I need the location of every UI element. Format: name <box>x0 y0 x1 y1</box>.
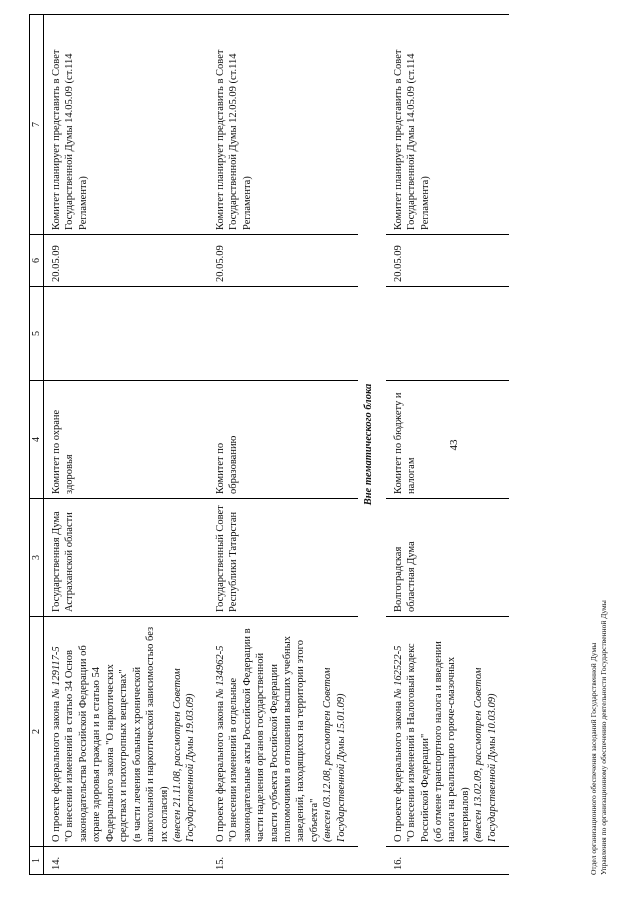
deadline-date: 20.05.09 <box>208 235 358 287</box>
column-number-row <box>30 15 44 875</box>
initiator: Государственная Дума Астраханской области <box>44 499 208 617</box>
bill-number: № 129117-5 <box>51 646 62 699</box>
column-number: 2 <box>30 617 44 847</box>
table-row <box>208 15 358 875</box>
section-heading: Вне тематического блока <box>358 15 385 875</box>
column-number: 4 <box>30 381 44 499</box>
bill-title: "О внесении изменений в Налоговый кодекс Российской Федерации" <box>406 643 431 842</box>
column-number: 1 <box>30 847 44 875</box>
column-5-cell <box>44 287 208 381</box>
item-number: 16. <box>386 847 510 875</box>
bill-lead: О проекте федерального закона <box>392 698 404 842</box>
bills-table <box>29 14 509 875</box>
page-footer <box>589 15 609 875</box>
bill-subject: (об отмене транспортного налога и введении налога на реализацию горюче-смазочных материалов) <box>432 641 471 842</box>
bill-description <box>44 617 208 847</box>
footer-line: Управления по организационному обеспечению деятельности Государственной Думы <box>598 600 608 875</box>
deadline-date: 20.05.09 <box>386 235 510 287</box>
bill-subject: (в части лечения больных хронической алкогольной и наркотической зависимостью без их согласия) <box>131 626 170 842</box>
initiator: Государственный Совет Республики Татарстан <box>208 499 358 617</box>
committee: Комитет по охране здоровья <box>44 381 208 499</box>
deadline-date: 20.05.09 <box>44 235 208 287</box>
column-5-cell <box>386 287 510 381</box>
initiator: Волгоградская областная Дума <box>386 499 510 617</box>
table-row <box>44 15 208 875</box>
bill-history: (внесен 13.02.09, рассмотрен Советом Государственной Думы 10.03.09) <box>473 667 498 842</box>
bill-history: (внесен 21.11.08, рассмотрен Советом Государственной Думы 19.03.09) <box>171 668 197 842</box>
bill-title: "О внесении изменений в отдельные законодательные акты Российской Федерации в части наделения органов государственной власти субъекта Российской Федерации полномочиями в отношении высших учебных заведений, находящихся на территории этого субъекта" <box>228 628 320 842</box>
item-number: 15. <box>208 847 358 875</box>
committee-note: Комитет планирует представить в Совет Государственной Думы 12.05.09 (ст.114 Регламента) <box>208 15 358 235</box>
bill-number: № 162522-5 <box>392 645 404 699</box>
column-number: 5 <box>30 287 44 381</box>
bill-description <box>208 617 358 847</box>
bill-number: № 134962-5 <box>214 645 226 699</box>
footer-line: Отдел организационного обеспечения заседаний Государственной Думы <box>589 642 598 875</box>
column-number: 3 <box>30 499 44 617</box>
bill-description <box>386 617 510 847</box>
committee: Комитет по образованию <box>208 381 358 499</box>
committee-note: Комитет планирует представить в Совет Государственной Думы 14.05.09 (ст.114 Регламента) <box>386 15 510 235</box>
committee-note: Комитет планирует представить в Совет Государственной Думы 14.05.09 (ст.114 Регламента) <box>44 15 208 235</box>
committee: Комитет по бюджету и налогам <box>386 381 510 499</box>
page-number: 43 <box>448 439 460 451</box>
bill-title: "О внесении изменений в статью 34 Основ законодательства Российской Федерации об охране здоровья граждан и в статью 54 Федерального закона "О наркотических средствах и психотропных веществах" <box>64 645 130 842</box>
bill-history: (внесен 03.12.08, рассмотрен Советом Государственной Думы 15.01.09) <box>322 667 347 842</box>
column-number: 7 <box>30 15 44 235</box>
table-row <box>386 15 510 875</box>
column-number: 6 <box>30 235 44 287</box>
item-number: 14. <box>44 847 208 875</box>
bill-lead: О проекте федерального закона <box>51 698 62 842</box>
bill-lead: О проекте федерального закона <box>214 698 226 842</box>
section-heading-row <box>358 15 385 875</box>
column-5-cell <box>208 287 358 381</box>
